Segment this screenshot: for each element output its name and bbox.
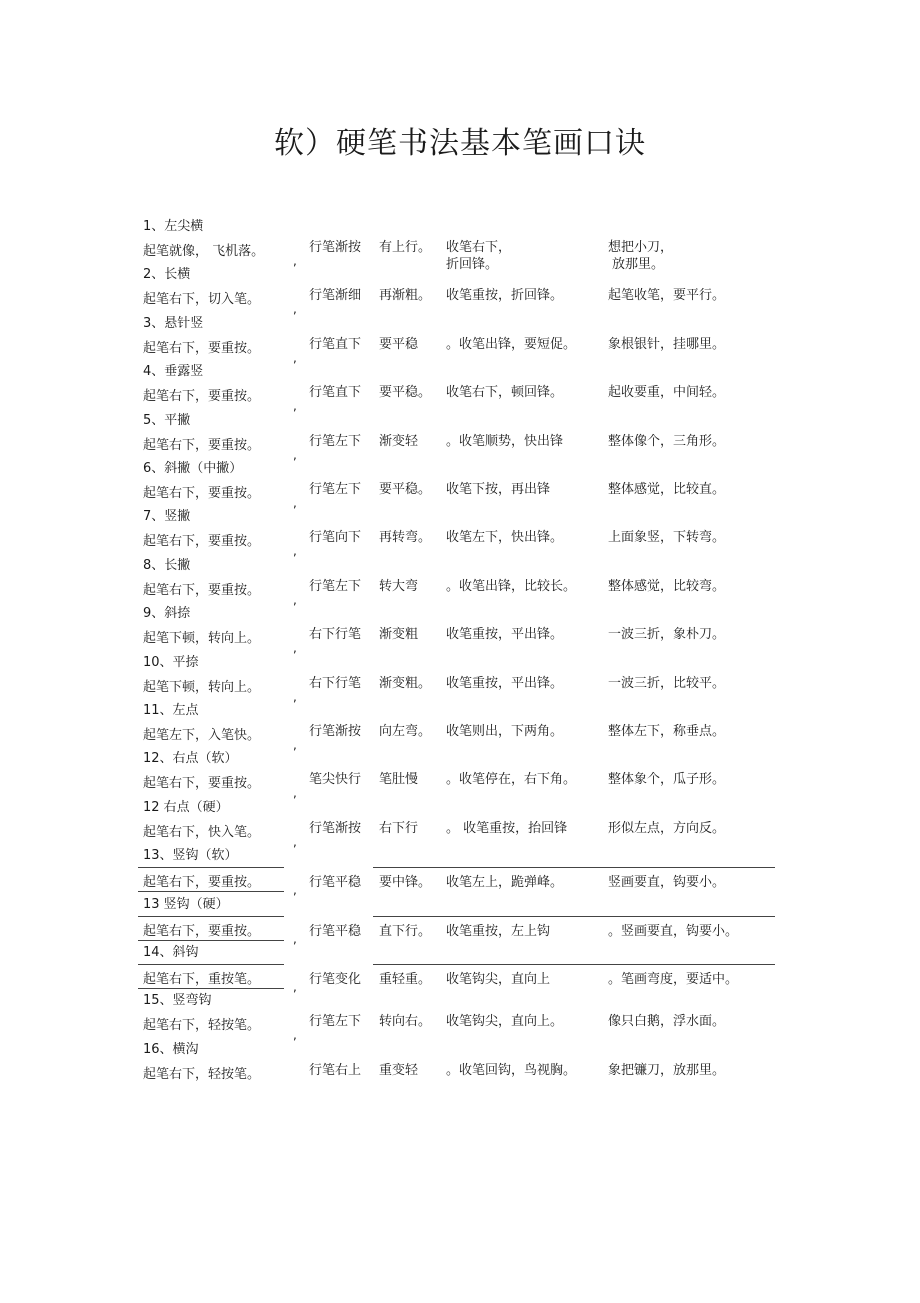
stroke-heading: 9、斜捺 [143, 606, 191, 621]
stroke-heading: 1、左尖横 [143, 219, 204, 234]
verse-summary: 整体左下，称垂点。 [608, 724, 726, 739]
stroke-entry [0, 699, 920, 752]
verse-move: 笔尖快行 [309, 772, 362, 787]
verse-start: 起笔就像， 飞机落。 [143, 244, 265, 259]
verse-summary: 上面象竖，下转弯。 [608, 530, 726, 545]
stroke-heading: 12、右点（软） [143, 751, 238, 766]
verse-summary: 起收要重，中间轻。 [608, 385, 726, 400]
stroke-heading: 3、悬针竖 [143, 316, 204, 331]
stroke-entry [0, 360, 920, 413]
stroke-entry [0, 844, 920, 897]
separator-comma: , [293, 302, 297, 316]
verse-move-2: 渐变粗。 [379, 676, 432, 691]
verse-move-2: 直下行。 [379, 924, 432, 939]
verse-move-2: 右下行 [379, 821, 419, 836]
stroke-entry [0, 312, 920, 365]
verse-move-2: 重轻重。 [379, 972, 432, 987]
separator-comma: , [293, 738, 297, 752]
verse-start: 起笔右下，要重按。 [143, 389, 261, 404]
stroke-heading: 15、竖弯钩 [143, 993, 212, 1008]
verse-start: 起笔右下，要重按。 [143, 534, 261, 549]
verse-summary: 。竖画要直，钩要小。 [608, 924, 739, 939]
verse-end: 收笔下按，再出锋 [446, 482, 551, 497]
stroke-entry [0, 1038, 920, 1086]
stroke-heading: 5、平撇 [143, 413, 191, 428]
separator-comma: , [293, 593, 297, 607]
verse-move: 行笔渐按 [309, 240, 362, 255]
verse-end: 收笔重按，平出锋。 [446, 676, 564, 691]
stroke-entry [0, 941, 920, 994]
separator-comma: , [293, 254, 297, 268]
separator-comma: , [293, 448, 297, 462]
page-title: 软）硬笔书法基本笔画口诀 [274, 126, 646, 161]
verse-end: 收笔钩尖，直向上 [446, 972, 551, 987]
verse-start: 起笔右下，轻按笔。 [143, 1018, 261, 1033]
stroke-heading: 7、竖撇 [143, 509, 191, 524]
verse-move: 行笔左下 [309, 1014, 362, 1029]
stroke-heading: 6、斜撇（中撇） [143, 461, 243, 476]
verse-move-2: 要平稳。 [379, 385, 432, 400]
verse-move: 行笔左下 [309, 434, 362, 449]
stroke-entry [0, 747, 920, 800]
verse-summary: 形似左点，方向反。 [608, 821, 726, 836]
verse-move: 行笔变化 [309, 972, 362, 987]
stroke-entry [0, 215, 920, 272]
verse-end: 。收笔顺势，快出锋 [446, 434, 564, 449]
stroke-entry [0, 893, 920, 946]
verse-start: 起笔右下，要重按。 [143, 875, 261, 890]
separator-comma: , [293, 641, 297, 655]
underline-rule [138, 867, 284, 868]
verse-summary: 一波三折，比较平。 [608, 676, 726, 691]
stroke-entry [0, 602, 920, 655]
stroke-heading: 8、长撇 [143, 558, 191, 573]
stroke-heading: 12 右点（硬） [143, 800, 229, 815]
stroke-entry [0, 651, 920, 704]
separator-comma: , [293, 544, 297, 558]
stroke-entry [0, 457, 920, 510]
verse-end-cont: 折回锋。 [446, 257, 499, 272]
verse-summary: 像只白鹅，浮水面。 [608, 1014, 726, 1029]
underline-rule [373, 916, 775, 917]
verse-start: 起笔右下，要重按。 [143, 924, 261, 939]
stroke-heading: 4、垂露竖 [143, 364, 204, 379]
verse-start: 起笔下顿，转向上。 [143, 680, 261, 695]
verse-move: 右下行笔 [309, 676, 362, 691]
verse-move: 行笔左下 [309, 482, 362, 497]
verse-end: 收笔右下，顿回锋。 [446, 385, 564, 400]
underline-rule [373, 964, 775, 965]
verse-start: 起笔下顿，转向上。 [143, 631, 261, 646]
stroke-heading: 16、横沟 [143, 1042, 199, 1057]
stroke-entry [0, 796, 920, 849]
verse-end: 收笔重按，平出锋。 [446, 627, 564, 642]
verse-move: 行笔左下 [309, 579, 362, 594]
stroke-entry [0, 263, 920, 316]
verse-summary: 一波三折，象朴刀。 [608, 627, 726, 642]
verse-end: 收笔左下，快出锋。 [446, 530, 564, 545]
stroke-entry [0, 505, 920, 558]
verse-start: 起笔右下，切入笔。 [143, 292, 261, 307]
verse-end: 。收笔停在，右下角。 [446, 772, 577, 787]
verse-move-2: 要平稳 [379, 337, 419, 352]
verse-summary: 整体感觉，比较弯。 [608, 579, 726, 594]
verse-end: 收笔左上，跪弹峰。 [446, 875, 564, 890]
verse-move-2: 向左弯。 [379, 724, 432, 739]
underline-rule [138, 964, 284, 965]
verse-summary: 象把镰刀，放那里。 [608, 1063, 726, 1078]
separator-comma: , [293, 399, 297, 413]
verse-move: 行笔右上 [309, 1063, 362, 1078]
verse-end: 。收笔出锋，要短促。 [446, 337, 577, 352]
verse-move-2: 再渐粗。 [379, 288, 432, 303]
verse-move: 行笔平稳 [309, 875, 362, 890]
verse-start: 起笔左下，入笔快。 [143, 728, 261, 743]
stroke-entry [0, 409, 920, 462]
verse-summary: 整体像个，三角形。 [608, 434, 726, 449]
stroke-entry [0, 989, 920, 1042]
stroke-entry [0, 554, 920, 607]
stroke-heading: 2、长横 [143, 267, 191, 282]
separator-comma: , [293, 980, 297, 994]
verse-end: 。收笔回钩，鸟视胸。 [446, 1063, 577, 1078]
separator-comma: , [293, 835, 297, 849]
separator-comma: , [293, 690, 297, 704]
verse-move-2: 笔肚慢 [379, 772, 419, 787]
verse-move-2: 渐变轻 [379, 434, 419, 449]
stroke-heading: 13 竖钩（硬） [143, 897, 229, 912]
verse-summary: 。笔画弯度，要适中。 [608, 972, 739, 987]
verse-move: 行笔渐按 [309, 821, 362, 836]
separator-comma: , [293, 351, 297, 365]
verse-start: 起笔右下，要重按。 [143, 583, 261, 598]
verse-start: 起笔右下，轻按笔。 [143, 1067, 261, 1082]
underline-rule [138, 916, 284, 917]
verse-move: 行笔平稳 [309, 924, 362, 939]
verse-summary: 竖画要直，钩要小。 [608, 875, 726, 890]
verse-summary: 整体感觉，比较直。 [608, 482, 726, 497]
verse-end: 。收笔出锋，比较长。 [446, 579, 577, 594]
verse-end: 。 收笔重按，抬回锋 [446, 821, 568, 836]
verse-move-2: 再转弯。 [379, 530, 432, 545]
verse-start: 起笔右下，要重按。 [143, 438, 261, 453]
verse-move-2: 要平稳。 [379, 482, 432, 497]
verse-end: 收笔重按，左上钩 [446, 924, 551, 939]
underline-rule [138, 891, 284, 892]
separator-comma: , [293, 1028, 297, 1042]
verse-summary: 象根银针，挂哪里。 [608, 337, 726, 352]
verse-move-2: 有上行。 [379, 240, 432, 255]
verse-end: 收笔右下， [446, 240, 512, 255]
separator-comma: , [293, 496, 297, 510]
verse-move: 行笔直下 [309, 385, 362, 400]
stroke-heading: 10、平捺 [143, 655, 199, 670]
verse-move-2: 转向右。 [379, 1014, 432, 1029]
separator-comma: , [293, 932, 297, 946]
verse-move-2: 要中锋。 [379, 875, 432, 890]
verse-move-2: 重变轻 [379, 1063, 419, 1078]
verse-summary: 整体象个，瓜子形。 [608, 772, 726, 787]
verse-summary: 想把小刀， [608, 240, 674, 255]
separator-comma: , [293, 786, 297, 800]
underline-rule [373, 867, 775, 868]
verse-summary-cont: 放那里。 [612, 257, 665, 272]
verse-move: 右下行笔 [309, 627, 362, 642]
verse-end: 收笔钩尖，直向上。 [446, 1014, 564, 1029]
verse-move: 行笔渐细 [309, 288, 362, 303]
verse-start: 起笔右下，重按笔。 [143, 972, 261, 987]
verse-move-2: 渐变粗 [379, 627, 419, 642]
verse-start: 起笔右下，要重按。 [143, 486, 261, 501]
verse-move: 行笔向下 [309, 530, 362, 545]
stroke-heading: 11、左点 [143, 703, 199, 718]
verse-start: 起笔右下，要重按。 [143, 776, 261, 791]
verse-move: 行笔直下 [309, 337, 362, 352]
verse-end: 收笔重按，折回锋。 [446, 288, 564, 303]
stroke-heading: 13、竖钩（软） [143, 848, 238, 863]
verse-start: 起笔右下，要重按。 [143, 341, 261, 356]
verse-move: 行笔渐按 [309, 724, 362, 739]
verse-end: 收笔则出，下两角。 [446, 724, 564, 739]
verse-start: 起笔右下，快入笔。 [143, 825, 261, 840]
stroke-heading: 14、斜钩 [143, 945, 199, 960]
verse-move-2: 转大弯 [379, 579, 419, 594]
separator-comma: , [293, 883, 297, 897]
verse-summary: 起笔收笔，要平行。 [608, 288, 726, 303]
